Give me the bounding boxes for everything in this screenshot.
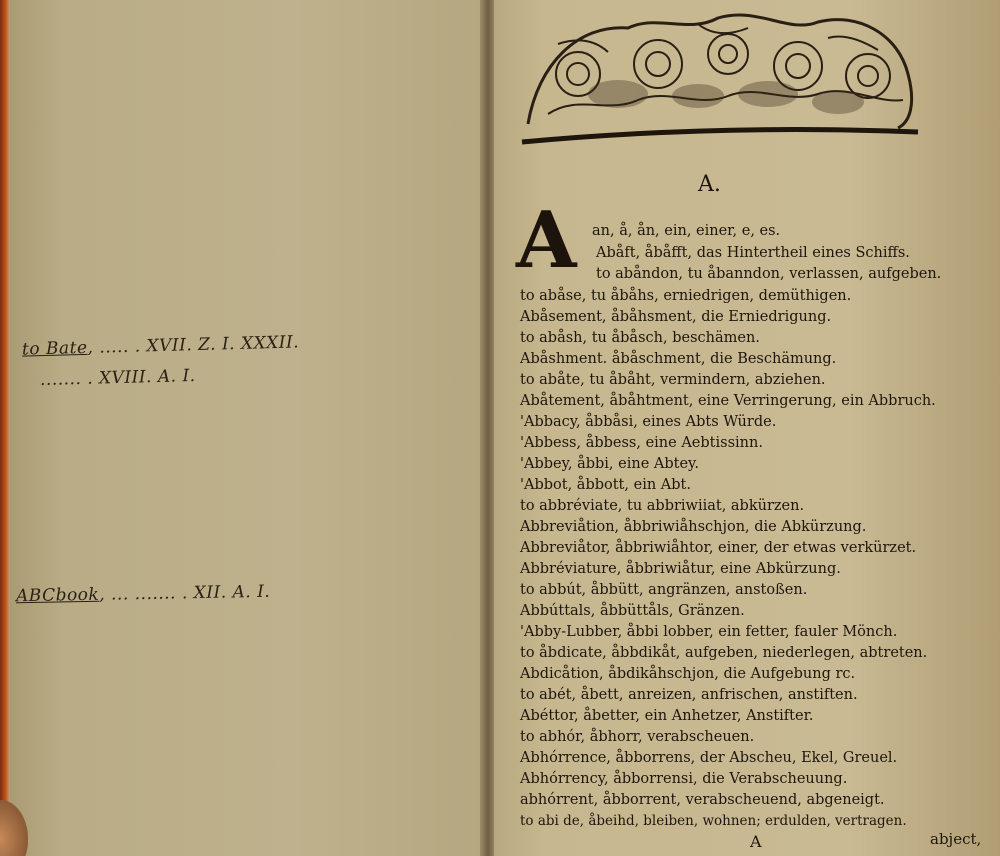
dictionary-entry: to abåse, tu åbåhs, erniedrigen, demüthigen. <box>520 288 852 304</box>
dictionary-entry: Abåsement, åbåhsment, die Erniedrigung. <box>520 309 832 325</box>
note-text: , ..... . XVII. Z. I. XXXII. <box>87 332 300 358</box>
dictionary-entry: 'Abbey, åbbi, eine Abtey. <box>520 456 699 472</box>
dictionary-entry: 'Abbacy, åbbåsi, eines Abts Würde. <box>520 414 777 430</box>
dictionary-entry: to abbút, åbbütt, angränzen, anstoßen. <box>520 582 808 598</box>
thumb-holding-book <box>0 800 28 856</box>
dictionary-entry: Abbreviåtion, åbbriwiåhschjon, die Abkürzung. <box>520 519 867 535</box>
dictionary-entry: to abhór, åbhorr, verabscheuen. <box>520 729 755 745</box>
dictionary-entry: to abbréviate, tu abbriwiiat, abkürzen. <box>520 498 805 514</box>
signature-mark: A <box>750 832 762 851</box>
dictionary-entry: Abbúttals, åbbüttåls, Gränzen. <box>520 603 745 619</box>
dictionary-entry: to abi de, åbeihd, bleiben, wohnen; erdulden, vertragen. <box>520 813 907 829</box>
dictionary-entry: Abåshment. åbåschment, die Beschämung. <box>520 351 837 367</box>
handwritten-note-2 <box>40 366 196 390</box>
rococo-headpiece-ornament <box>518 4 922 146</box>
dictionary-entry: 'Abby-Lubber, åbbi lobber, ein fetter, fauler Mönch. <box>520 624 898 640</box>
dictionary-entry: 'Abbess, åbbess, eine Aebtissinn. <box>520 435 763 451</box>
note-text: , ... ....... . XII. A. I. <box>99 581 271 605</box>
dictionary-entry: abhórrent, åbborrent, verabscheuend, abgeneigt. <box>520 792 885 808</box>
dictionary-entry: Abdicåtion, åbdikåhschjon, die Aufgebung rc. <box>520 666 856 682</box>
dictionary-entry: Abéttor, åbetter, ein Anhetzer, Anstifter. <box>520 708 814 724</box>
dictionary-entry: to abåndon, tu åbanndon, verlassen, aufgeben. <box>596 266 942 282</box>
dictionary-entry: Abhórrence, åbborrens, der Abscheu, Ekel, Greuel. <box>520 750 898 766</box>
catchword: abject, <box>930 830 982 848</box>
dictionary-entry: Abhórrency, åbborrensi, die Verabscheuung. <box>520 771 848 787</box>
drop-cap: A <box>516 195 577 286</box>
dictionary-entry: to åbdicate, åbbdikåt, aufgeben, niederlegen, abtreten. <box>520 645 928 661</box>
dictionary-entry: Abåft, åbåfft, das Hintertheil eines Schiffs. <box>596 245 910 261</box>
dictionary-entry: to abåsh, tu åbåsch, beschämen. <box>520 330 760 346</box>
red-page-edge <box>0 0 10 856</box>
section-letter-heading: A. <box>698 172 721 197</box>
left-page <box>6 0 484 856</box>
note-underlined-word: ABCbook <box>15 584 100 607</box>
dictionary-entry: Abbreviåtor, åbbriwiåhtor, einer, der etwas verkürzet. <box>520 540 917 556</box>
note-text: ....... . XVIII. A. I. <box>39 365 196 391</box>
dictionary-entry: an, å, ån, ein, einer, e, es. <box>592 223 781 239</box>
note-underlined-word: to Bate <box>21 337 88 360</box>
dictionary-entry: 'Abbot, åbbott, ein Abt. <box>520 477 691 493</box>
dictionary-entry: to abåte, tu åbåht, vermindern, abziehen. <box>520 372 826 388</box>
dictionary-entry: Abåtement, åbåhtment, eine Verringerung, ein Abbruch. <box>520 393 936 409</box>
dictionary-entry: Abbréviature, åbbriwiåtur, eine Abkürzung. <box>520 561 841 577</box>
dictionary-entry: to abét, åbett, anreizen, anfrischen, anstiften. <box>520 687 858 703</box>
